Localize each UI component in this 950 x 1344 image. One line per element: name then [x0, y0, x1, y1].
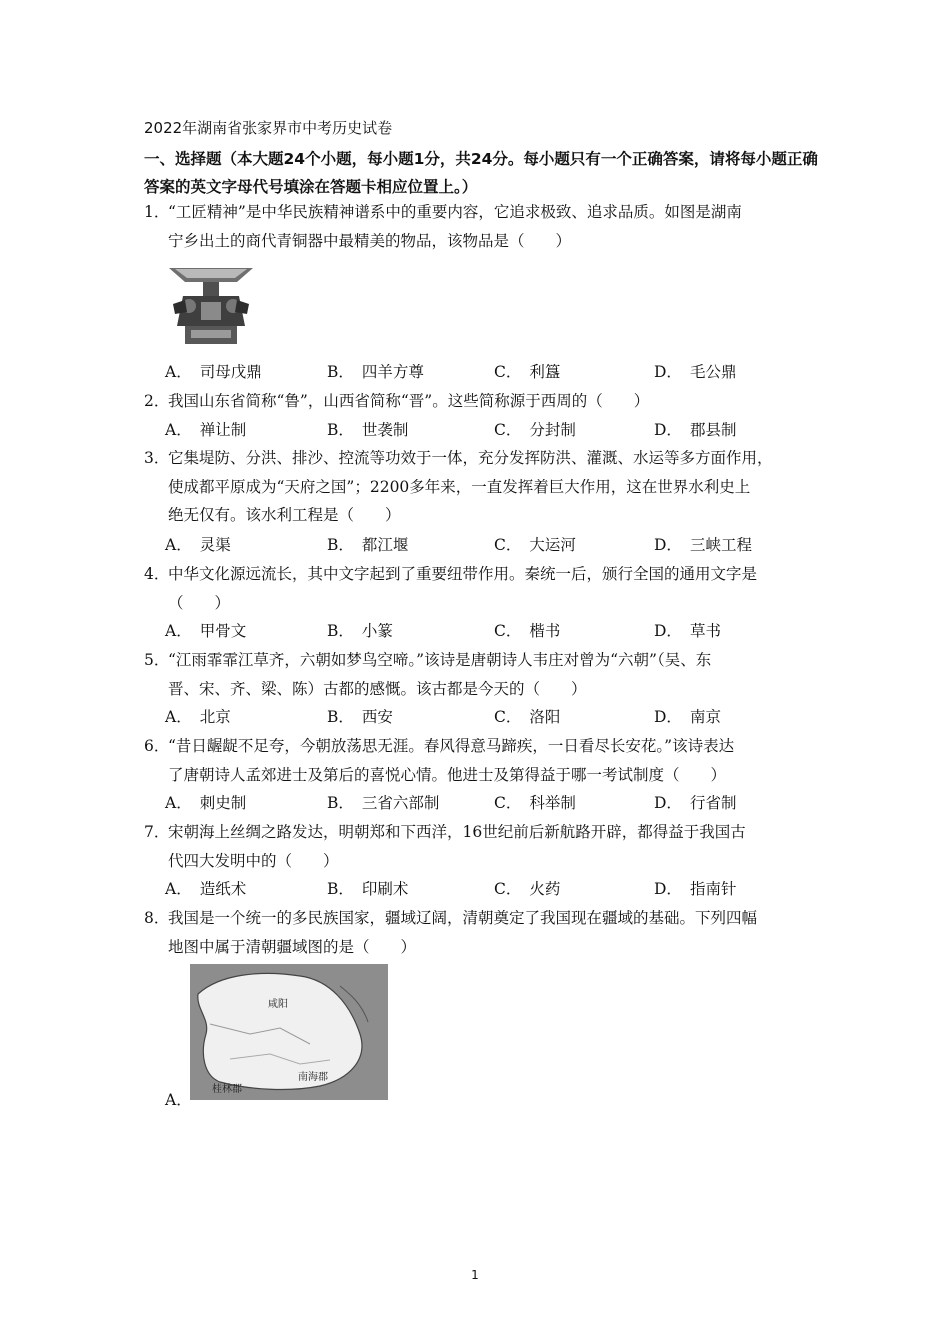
option-c[interactable]: C． 科举制: [494, 794, 576, 812]
section-heading: 一、选择题（本大题24个小题，每小题1分，共24分。每小题只有一个正确答案，请将每小题正确答案的英文字母代号填涂在答题卡相应位置上。）: [144, 150, 818, 196]
option-d[interactable]: D． 南京: [654, 708, 721, 726]
option-a[interactable]: A． 灵渠: [165, 536, 231, 554]
options-q4: [165, 619, 845, 643]
option-b[interactable]: B． 四羊方尊: [327, 363, 424, 381]
option-c[interactable]: C． 分封制: [494, 421, 576, 439]
option-c[interactable]: C． 火药: [494, 880, 561, 898]
question-5: 5．“江雨霏霏江草齐，六朝如梦鸟空啼。”该诗是唐朝诗人韦庄对曾为“六朝”（吴、东 晋、宋、齐、梁、陈）古都的感慨。该古都是今天的（ ）: [144, 651, 712, 698]
exam-title: 2022年湖南省张家界市中考历史试卷: [144, 119, 393, 137]
option-c[interactable]: C． 洛阳: [494, 708, 561, 726]
option-d[interactable]: D． 指南针: [654, 880, 737, 898]
options-q1: [165, 360, 845, 384]
option-d[interactable]: D． 草书: [654, 622, 721, 640]
options-q5: [165, 705, 845, 729]
qin-territory-map: [190, 964, 388, 1100]
options-q6: [165, 791, 845, 815]
option-a[interactable]: A． 刺史制: [165, 794, 247, 812]
option-a[interactable]: A． 禅让制: [165, 421, 247, 439]
option-a[interactable]: A． 司母戊鼎: [165, 363, 262, 381]
question-8: 8．我国是一个统一的多民族国家，疆域辽阔，清朝奠定了我国现在疆域的基础。下列四幅 地图中属于清朝疆域图的是（ ）: [144, 909, 758, 956]
map-label-xianyang: 咸阳: [268, 999, 288, 1010]
option-c[interactable]: C． 楷书: [494, 622, 561, 640]
option-b[interactable]: B． 世袭制: [327, 421, 409, 439]
bronze-vessel-image: [165, 260, 257, 348]
options-q2: [165, 418, 845, 442]
map-option-a-label[interactable]: A．: [165, 1091, 192, 1109]
option-d[interactable]: D． 三峡工程: [654, 536, 752, 554]
map-label-nanhai: 南海郡: [298, 1072, 328, 1083]
option-a[interactable]: A． 甲骨文: [165, 622, 247, 640]
option-a[interactable]: A． 造纸术: [165, 880, 247, 898]
question-2: 2．我国山东省简称“鲁”，山西省简称“晋”。这些简称源于西周的（ ）: [144, 392, 650, 410]
option-d[interactable]: D． 毛公鼎: [654, 363, 737, 381]
question-3: 3．它集堤防、分洪、排沙、控流等功效于一体，充分发挥防洪、灌溉、水运等多方面作用， 使成都平原成为“天府之国”；2200多年来，一直发挥着巨大作用，这在世界水利史上 绝无仅有。该水利工程是（ ）: [144, 449, 773, 525]
page-number: 1: [471, 1268, 479, 1282]
question-4: 4．中华文化源远流长，其中文字起到了重要纽带作用。秦统一后，颁行全国的通用文字是 （ ）: [144, 565, 758, 612]
option-c[interactable]: C． 大运河: [494, 536, 576, 554]
options-q7: [165, 877, 845, 901]
option-d[interactable]: D． 郡县制: [654, 421, 737, 439]
option-b[interactable]: B． 小篆: [327, 622, 393, 640]
option-b[interactable]: B． 印刷术: [327, 880, 409, 898]
question-1: 1．“工匠精神”是中华民族精神谱系中的重要内容，它追求极致、追求品质。如图是湖南 宁乡出土的商代青铜器中最精美的物品，该物品是（ ）: [144, 198, 824, 255]
question-number: 1．: [144, 203, 170, 221]
question-6: 6．“昔日龌龊不足夸，今朝放荡思无涯。春风得意马蹄疾，一日看尽长安花。”该诗表达 了唐朝诗人孟郊进士及第后的喜悦心情。他进士及第得益于哪一考试制度（ ）: [144, 737, 735, 784]
options-q3: [165, 533, 845, 557]
option-b[interactable]: B． 三省六部制: [327, 794, 440, 812]
option-a[interactable]: A． 北京: [165, 708, 231, 726]
option-c[interactable]: C． 利簋: [494, 363, 561, 381]
option-b[interactable]: B． 西安: [327, 708, 393, 726]
option-b[interactable]: B． 都江堰: [327, 536, 409, 554]
question-7: 7．宋朝海上丝绸之路发达，明朝郑和下西洋，16世纪前后新航路开辟，都得益于我国古 代四大发明中的（ ）: [144, 823, 746, 870]
option-d[interactable]: D． 行省制: [654, 794, 737, 812]
map-label-guilin: 桂林郡: [212, 1084, 242, 1095]
